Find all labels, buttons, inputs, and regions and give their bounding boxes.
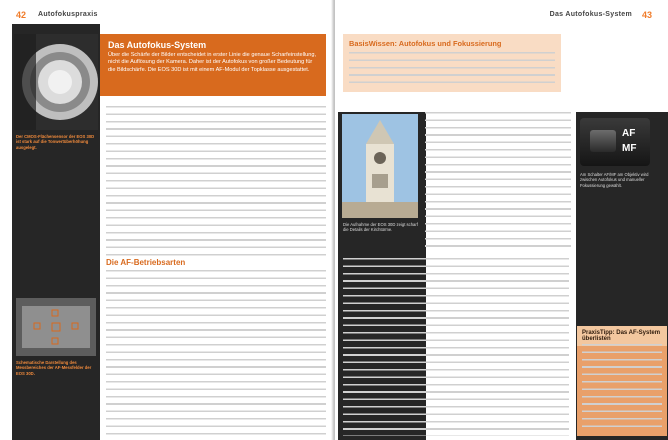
caption-sensor: [16, 134, 98, 150]
left-page: [0, 0, 333, 440]
caption-af-field: [16, 360, 98, 376]
right-running-head: Das Autofokus-System: [549, 11, 632, 18]
right-body-text-2: [343, 258, 569, 436]
basis-wissen-title-text: BasisWissen: Autofokus und Fokussierung: [349, 39, 502, 48]
section-title-af-modes: Die AF-Betriebsarten: [106, 258, 186, 267]
right-page-number: 43: [641, 10, 652, 20]
praxis-tipp-text: [582, 344, 662, 432]
switch-knob: [590, 130, 616, 152]
sensor-photo: [14, 34, 98, 130]
church-photo: [342, 114, 418, 218]
basis-wissen-text: [349, 52, 555, 88]
mf-label: MF: [622, 143, 637, 154]
left-body-text-2: [106, 270, 326, 436]
right-body-text-1: [425, 112, 571, 252]
left-body-text-1: [106, 106, 326, 256]
praxis-tipp-box: [577, 326, 667, 436]
caption-church: [343, 222, 421, 233]
intro-title: Das Autofokus-System: [108, 40, 207, 50]
caption-af-switch: [580, 172, 664, 188]
basis-wissen-box: [343, 34, 561, 92]
intro-text: Über die Schärfe der Bilder entscheidet in erster Linie die genaue Scharfeinstellung, nicht die Auflösung der Kamera. Daher ist der Autofokus von großer Bedeutung für die Bildschärfe. Die EOS 30D ist mit einem AF-Modul der Topklasse ausgestattet.: [108, 52, 317, 73]
af-mf-switch-photo: [580, 118, 650, 166]
intro-box: [100, 34, 326, 96]
left-running-head: Autofokuspraxis: [38, 11, 98, 18]
praxis-tipp-title: PraxisTipp: Das AF-System überlisten: [577, 326, 667, 346]
caption-af-field-text: Schematische Darstellung des Messbereiches der AF-Messfelder der EOS 30D.: [16, 360, 92, 376]
af-label: AF: [622, 128, 636, 139]
af-field-diagram: [16, 298, 96, 356]
right-page: [335, 0, 668, 440]
left-page-number: 42: [16, 10, 27, 20]
basis-wissen-title: [343, 34, 561, 50]
caption-church-text: Die Aufnahme der EOS 30D zeigt scharf die Details der Kirchtürme.: [343, 222, 418, 233]
caption-af-switch-text: Am Schalter AF/MF am Objektiv wird zwischen Autofokus und manueller Fokussierung gewählt.: [580, 172, 649, 188]
caption-sensor-text: Der CMOS-Flächensensor der EOS 30D ist stark auf die Tonwertüberhöhung ausgelegt.: [16, 134, 95, 150]
